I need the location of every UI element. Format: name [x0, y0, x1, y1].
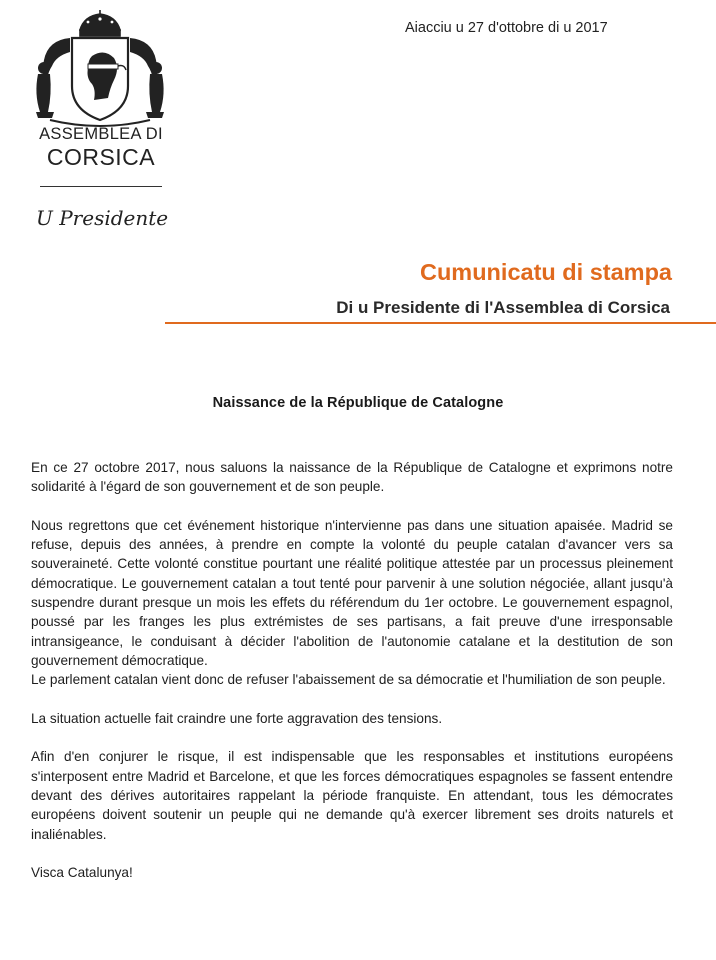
paragraph-4: La situation actuelle fait craindre une forte aggravation des tensions. [31, 710, 443, 726]
logo-text-corsica: CORSICA [46, 144, 156, 170]
paragraph-5: Afin d'en conjurer le risque, il est indispensable que les responsables et institutions européens s'interposent entre Madrid et Barcelone, et que les forces démocratiques espagnoles se fassent entendre devant des dérives autoritaires rappelant la période franquiste. En attendant, tous les démocrates européens doivent soutenir un peuple qui ne demande qu'à exercer librement ses droits naturels et inaliénables. [31, 749, 673, 842]
paragraph-6: Visca Catalunya! [31, 865, 133, 881]
presidente-signature: U Presidente [36, 206, 169, 230]
paragraph-2: Nous regrettons que cet événement historique n'intervienne pas dans une situation apaisée. Madrid se refuse, depuis des années, à prendre en compte la volonté du peuple catalan d'avancer vers sa souveraineté. Cette volonté constitue pourtant une réalité politique attestée par un processus pleinement démocratique. Le gouvernement catalan a tout tenté pour parvenir à une solution négociée, allant jusqu'à suspendre durant presque un mois les effets du référendum du 1er octobre. Le gouvernement espagnol, poussé par les franges les plus extrémistes de ses partisans, a fait preuve d'une irresponsable intransigeance, le conduisant à décider l'abolition de l'autonomie catalane et la destitution de son gouvernement démocratique. [31, 517, 673, 668]
document-title: Naissance de la République de Catalogne [212, 395, 504, 411]
press-release-subtitle: Di u Presidente di l'Assemblea di Corsica [336, 298, 670, 317]
paragraph-3: Le parlement catalan vient donc de refuser l'abaissement de sa démocratie et l'humiliation de son peuple. [31, 672, 666, 688]
document-date: Aiacciu u 27 d'ottobre di u 2017 [405, 20, 608, 36]
crown-icon [80, 10, 120, 36]
coat-of-arms-logo [30, 8, 170, 138]
heading-divider [165, 322, 716, 324]
logo-divider [40, 186, 162, 187]
paragraph-1: En ce 27 octobre 2017, nous saluons la naissance de la République de Catalogne et exprimons notre solidarité à l'égard de son gouvernement et de son peuple. [31, 460, 673, 495]
document-body [31, 458, 673, 883]
logo-text-assemblea: ASSEMBLEA DI [39, 125, 163, 143]
press-release-title: Cumunicatu di stampa [419, 259, 672, 285]
